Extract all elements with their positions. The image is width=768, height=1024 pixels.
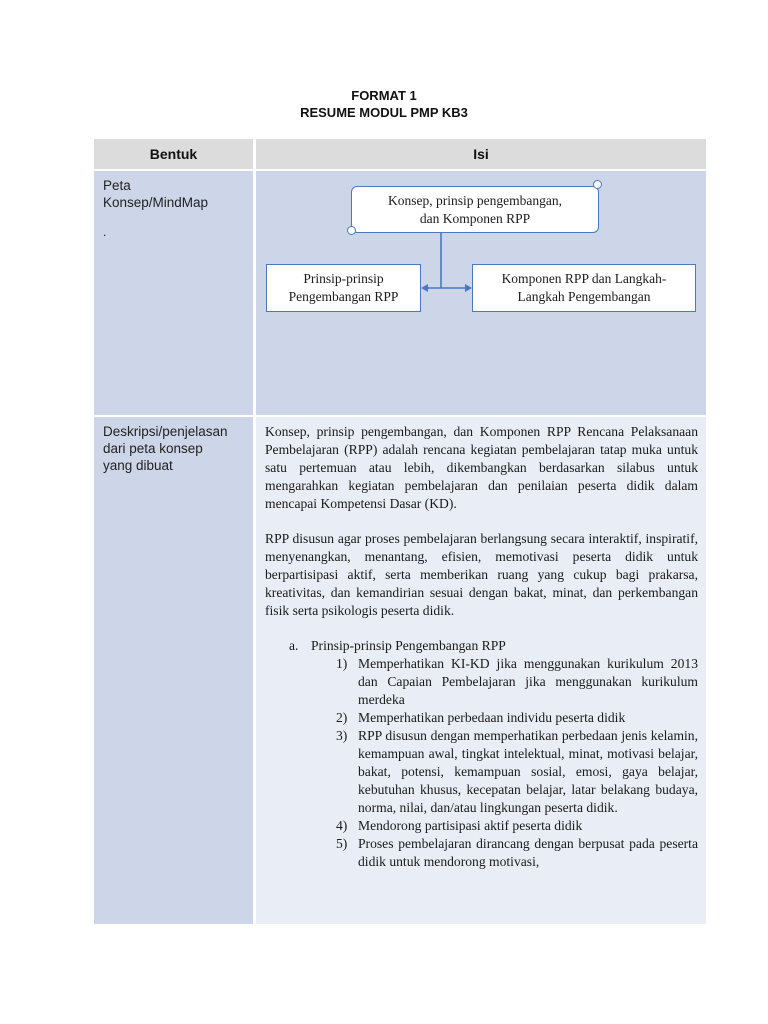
section-title: Prinsip-prinsip Pengembangan RPP xyxy=(311,638,506,653)
list-text: Mendorong partisipasi aktif peserta didik xyxy=(358,818,583,833)
list-text: Memperhatikan perbedaan individu peserta didik xyxy=(358,710,626,725)
mindmap-node-komponen xyxy=(472,264,696,312)
scroll-curl-icon xyxy=(593,180,602,189)
section-heading xyxy=(289,637,698,655)
mindmap-cell xyxy=(256,171,706,415)
list-item xyxy=(336,817,698,835)
list-number: 3) xyxy=(336,728,348,743)
list-item xyxy=(336,727,698,817)
mindmap-node-text: Komponen RPP dan Langkah- xyxy=(501,271,667,286)
list-text: RPP disusun dengan memperhatikan perbedaan jenis kelamin, kemampuan awal, tingkat intelektual, minat, motivasi belajar, bakat, potensi, kemampuan sosial, emosi, gaya belajar, kebutuhan khusus, kecepatan belajar, latar belakang budaya, norma, nilai, dan/atau lingkungan peserta didik. xyxy=(358,728,698,815)
row2-label-line: Deskripsi/penjelasan xyxy=(103,424,228,439)
list-number: 5) xyxy=(336,836,348,851)
list-text: Memperhatikan KI-KD jika menggunakan kurikulum 2013 dan Capaian Pembelajaran jika menggunakan kurikulum merdeka xyxy=(358,656,698,707)
format-title: FORMAT 1 xyxy=(351,88,417,103)
row1-label-line: Konsep/MindMap xyxy=(103,195,209,210)
section-marker: a. xyxy=(289,638,299,653)
mindmap-node-text: Prinsip-prinsip xyxy=(303,271,384,286)
list-number: 2) xyxy=(336,710,348,725)
principles-list xyxy=(265,655,698,871)
list-item xyxy=(336,655,698,709)
header-isi: Isi xyxy=(256,139,706,169)
row2-label-line: dari peta konsep xyxy=(103,441,203,456)
scroll-curl-icon xyxy=(347,226,356,235)
arrowhead-left xyxy=(421,284,428,292)
paragraph: RPP disusun agar proses pembelajaran berlangsung secara interaktif, inspiratif, menyenangkan, menantang, efisien, memotivasi peserta didik untuk berpartisipasi aktif, serta memberikan ruang yang cukup bagi prakarsa, kreativitas, dan kemandirian sesuai dengan bakat, minat, dan perkembangan fisik serta psikologis peserta didik. xyxy=(265,531,698,618)
list-number: 4) xyxy=(336,818,348,833)
mindmap-node-text: dan Komponen RPP xyxy=(419,210,531,226)
list-item xyxy=(336,709,698,727)
row1-label-line: Peta xyxy=(103,178,131,193)
paragraph: Konsep, prinsip pengembangan, dan Komponen RPP Rencana Pelaksanaan Pembelajaran (RPP) adalah rencana kegiatan pembelajaran tatap muka untuk satu pertemuan atau lebih, dikembangkan berdasarkan silabus untuk mengarahkan kegiatan pembelajaran dan penilaian peserta didik dalam mencapai Kompetensi Dasar (KD). xyxy=(265,424,698,511)
list-number: 1) xyxy=(336,656,348,671)
row1-label-dot: . xyxy=(103,225,107,239)
document-title: RESUME MODUL PMP KB3 xyxy=(300,105,468,120)
list-item xyxy=(336,835,698,871)
resume-table xyxy=(94,139,706,924)
row1-label-cell xyxy=(94,171,253,415)
header-bentuk: Bentuk xyxy=(94,139,253,169)
mindmap-node-text: Konsep, prinsip pengembangan, xyxy=(388,192,562,208)
row2-label-line: yang dibuat xyxy=(103,458,173,473)
mindmap-node-text: Langkah Pengembangan xyxy=(517,289,651,304)
row2-label-cell xyxy=(94,417,253,924)
mindmap-node-main xyxy=(351,186,599,233)
mindmap-node-prinsip xyxy=(266,264,421,312)
description-cell xyxy=(256,417,706,924)
mindmap-node-text: Pengembangan RPP xyxy=(288,289,399,304)
list-text: Proses pembelajaran dirancang dengan berpusat pada peserta didik untuk mendorong motivasi, xyxy=(358,836,698,869)
arrowhead-right xyxy=(465,284,472,292)
